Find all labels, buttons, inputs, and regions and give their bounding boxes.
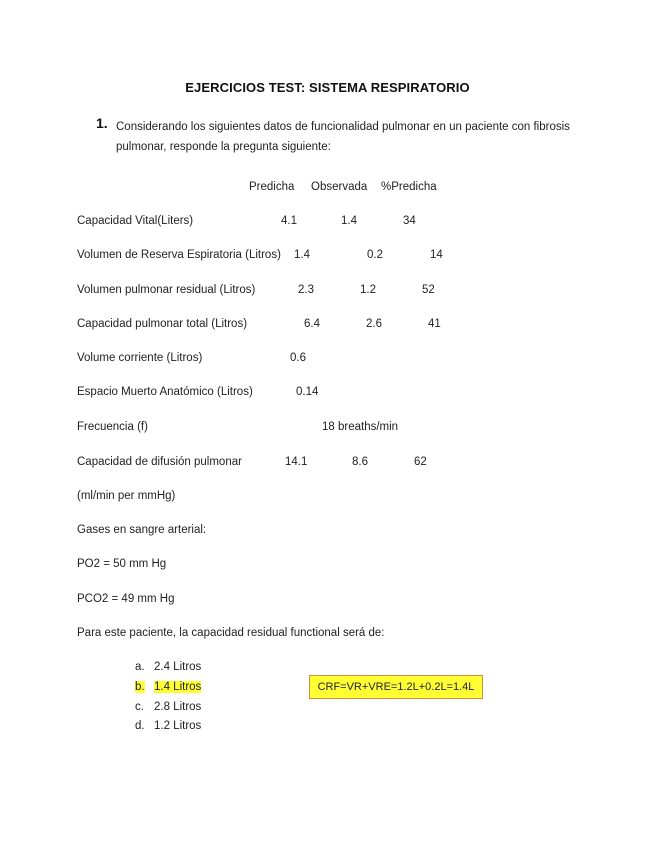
question-number: 1. (96, 115, 108, 131)
row-label: (ml/min per mmHg) (77, 490, 176, 502)
option-d-letter: d. (135, 720, 145, 732)
po2-value: PO2 = 50 mm Hg (77, 558, 167, 570)
option-b-text: 1.4 Litros (154, 681, 202, 693)
option-a-letter: a. (135, 661, 145, 673)
question-text: Considerando los siguientes datos de funcionalidad pulmonar en un paciente con fibrosis pulmonar, responde la pregunta siguiente: (116, 121, 570, 153)
row-pct: 41 (428, 318, 441, 330)
row-observada: 8.6 (352, 456, 368, 468)
row-label: Volumen pulmonar residual (Litros) (77, 284, 256, 296)
row-predicha: 14.1 (285, 456, 308, 468)
row-predicha: 2.3 (298, 284, 314, 296)
answer-note: CRF=VR+VRE=1.2L+0.2L=1.4L (309, 675, 483, 699)
row-predicha: 6.4 (304, 318, 320, 330)
header-predicha: Predicha (249, 181, 295, 193)
option-c-text: 2.8 Litros (154, 701, 202, 713)
row-observada: 2.6 (366, 318, 382, 330)
gases-heading: Gases en sangre arterial: (77, 524, 207, 536)
row-label: Frecuencia (f) (77, 421, 148, 433)
question-prompt: Para este paciente, la capacidad residual functional será de: (77, 627, 385, 639)
option-c-letter: c. (135, 701, 144, 713)
row-label: Capacidad Vital(Liters) (77, 215, 194, 227)
option-a-text: 2.4 Litros (154, 661, 202, 673)
row-observada: 0.2 (367, 249, 383, 261)
row-pct: 62 (414, 456, 427, 468)
pco2-value: PCO2 = 49 mm Hg (77, 593, 175, 605)
row-predicha: 0.14 (296, 386, 319, 398)
row-predicha: 0.6 (290, 352, 306, 364)
page-title: EJERCICIOS TEST: SISTEMA RESPIRATORIO (185, 80, 470, 95)
row-pct: 14 (430, 249, 443, 261)
row-predicha: 1.4 (294, 249, 310, 261)
row-label: Volume corriente (Litros) (77, 352, 203, 364)
row-label: Capacidad de difusión pulmonar (77, 456, 242, 468)
header-pct-predicha: %Predicha (381, 181, 437, 193)
row-label: Espacio Muerto Anatómico (Litros) (77, 386, 253, 398)
option-b-letter: b. (135, 681, 145, 693)
row-observada: 1.2 (360, 284, 376, 296)
row-label: Capacidad pulmonar total (Litros) (77, 318, 248, 330)
row-observada: 1.4 (341, 215, 357, 227)
option-d-text: 1.2 Litros (154, 720, 202, 732)
row-pct: 34 (403, 215, 416, 227)
header-observada: Observada (311, 181, 368, 193)
row-observada: 18 breaths/min (322, 421, 399, 433)
row-pct: 52 (422, 284, 435, 296)
row-predicha: 4.1 (281, 215, 297, 227)
row-label: Volumen de Reserva Espiratoria (Litros) (77, 249, 281, 261)
